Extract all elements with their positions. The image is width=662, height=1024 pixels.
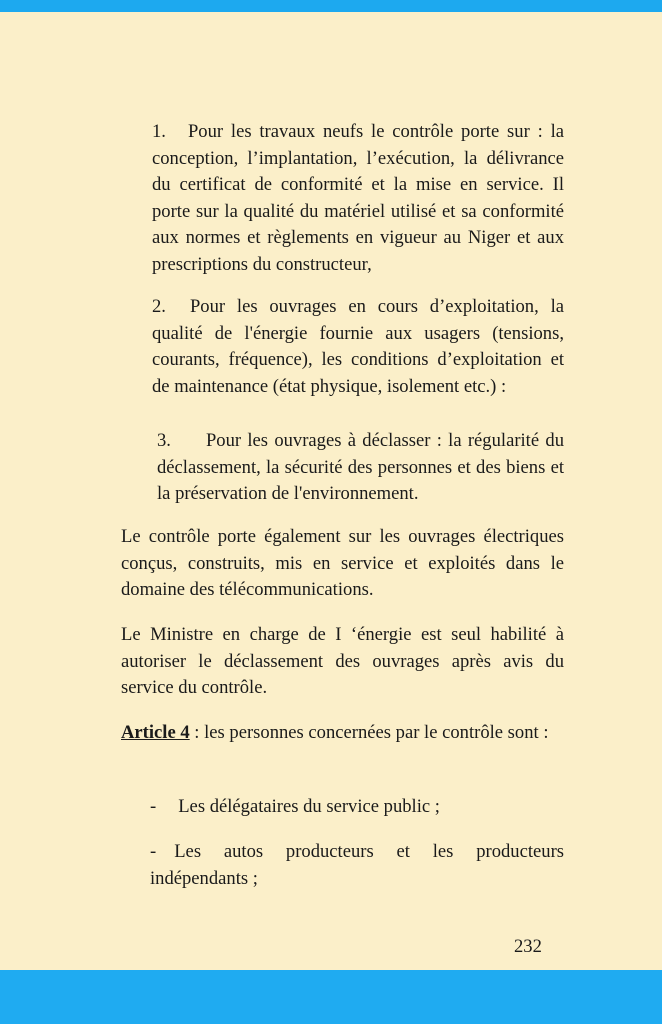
bottom-bar [0,970,662,1024]
list-item-number: 1. [152,121,166,142]
list-item-text: Pour les ouvrages à déclasser : la régularité du déclassement, la sécurité des personnes et des biens et la préservation de l'environnement. [157,430,564,504]
document-page [0,12,662,970]
article-paragraph [121,720,564,747]
list-item-number: 3. [157,430,171,451]
page-number: 232 [514,936,542,957]
top-bar [0,0,662,12]
list-item-text: Pour les ouvrages en cours d’exploitation, la qualité de l'énergie fournie aux usagers (tensions, courants, fréquence), les conditions d’exploitation et de maintenance (état physique, isolement etc.) : [152,296,564,397]
paragraph: Le contrôle porte également sur les ouvrages électriques conçus, construits, mis en service et exploités dans le domaine des télécommunications. [121,526,564,600]
bullet-text: Les délégataires du service public ; [178,796,440,817]
list-item [157,428,564,508]
list-item [152,294,564,400]
bullet-marker: - [150,841,157,862]
paragraph: Le Ministre en charge de I ‘énergie est seul habilité à autoriser le déclassement des ouvrages après avis du service du contrôle. [121,624,564,698]
article-heading: Article 4 [121,722,190,743]
list-item-text: Pour les travaux neufs le contrôle porte sur : la conception, l’implantation, l’exécution, la délivrance du certificat de conformité et la mise en service. Il porte sur la qualité du matériel utilisé et sa conformité aux normes et règlements en vigueur au Niger et aux prescriptions du constructeur, [152,121,564,275]
article-text: : les personnes concernées par le contrôle sont : [189,722,549,743]
bullet-item [150,794,564,821]
bullet-text: Les autos producteurs et les producteurs indépendants ; [150,841,564,889]
list-item [152,119,564,278]
bullet-item [150,839,564,892]
bullet-marker: - [150,796,157,817]
list-item-number: 2. [152,296,166,317]
